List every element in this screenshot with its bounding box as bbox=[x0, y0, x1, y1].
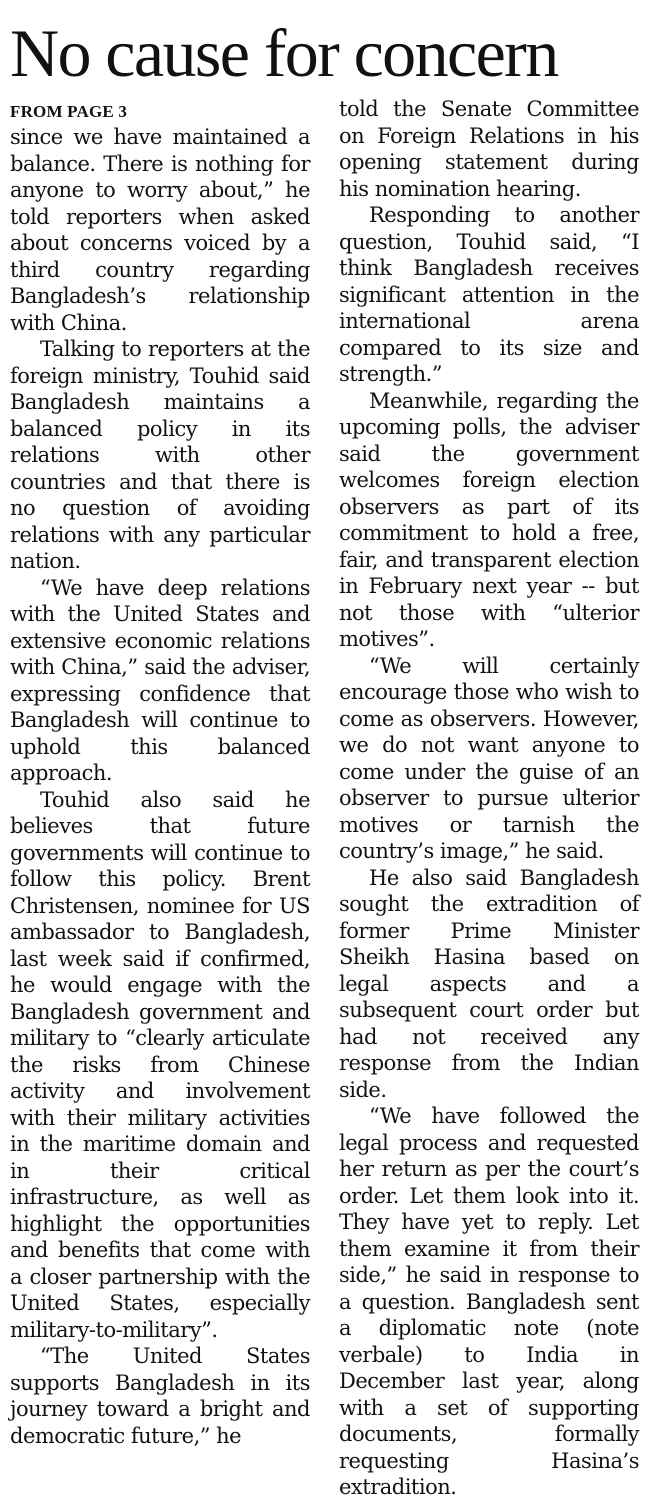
paragraph: “We have deep relations with the United States and extensive economic relations with China,” said the adviser, expressing confidence that Bangladesh will continue to uphold this balanced approach. bbox=[10, 575, 310, 785]
paragraph: Talking to reporters at the foreign ministry, Touhid said Bangladesh maintains a balanced policy in its relations with other countries and that there is no question of avoiding relations with any particular nation. bbox=[10, 337, 310, 573]
paragraph: “We have followed the legal process and requested her return as per the court’s order. Let them look into it. They have yet to reply. Let them examine it from their side,” he said in response to a question. Bangladesh sent a diplomatic note (note verbale) to India in December last year, along with a set of supporting documents, formally requesting Hasina’s extradition. bbox=[339, 1104, 639, 1499]
paragraph: “The United States supports Bangladesh in its journey toward a bright and democratic future,” he bbox=[10, 1344, 310, 1448]
paragraph: told the Senate Committee on Foreign Relations in his opening statement during his nomination hearing. bbox=[339, 97, 639, 201]
article-column-left bbox=[10, 96, 310, 1449]
article-column-right bbox=[339, 96, 639, 1501]
continued-from-label: FROM PAGE 3 bbox=[10, 102, 128, 121]
paragraph: He also said Bangladesh sought the extradition of former Prime Minister Sheikh Hasina based on legal aspects and a subsequent court order but had not received any response from the Indian side. bbox=[339, 865, 639, 1102]
paragraph: Meanwhile, regarding the upcoming polls, the adviser said the government welcomes foreign election observers as part of its commitment to hold a free, fair, and transparent election in February next year -- but not those with “ulterior motives”. bbox=[339, 388, 639, 651]
paragraph: Touhid also said he believes that future governments will continue to follow this policy. Brent Christensen, nominee for US ambassador to Bangladesh, last week said if confirmed, he would engage with the Bangladesh government and military to “clearly articulate the risks from Chinese activity and involvement with their military activities in the maritime domain and in their critical infrastructure, as well as highlight the opportunities and benefits that come with a closer partnership with the United States, especially military-to-military”. bbox=[10, 787, 310, 1342]
paragraph: since we have maintained a balance. There is nothing for anyone to worry about,” he told reporters when asked about concerns voiced by a third country regarding Bangladesh’s relationship with China. bbox=[10, 125, 310, 335]
paragraph: “We will certainly encourage those who wish to come as observers. However, we do not want anyone to come under the guise of an observer to pursue ulterior motives or tarnish the country’s image,” he said. bbox=[339, 653, 639, 863]
paragraph: Responding to another question, Touhid said, “I think Bangladesh receives significant attention in the international arena compared to its size and strength.” bbox=[339, 203, 639, 386]
headline: No cause for concern bbox=[10, 15, 558, 91]
